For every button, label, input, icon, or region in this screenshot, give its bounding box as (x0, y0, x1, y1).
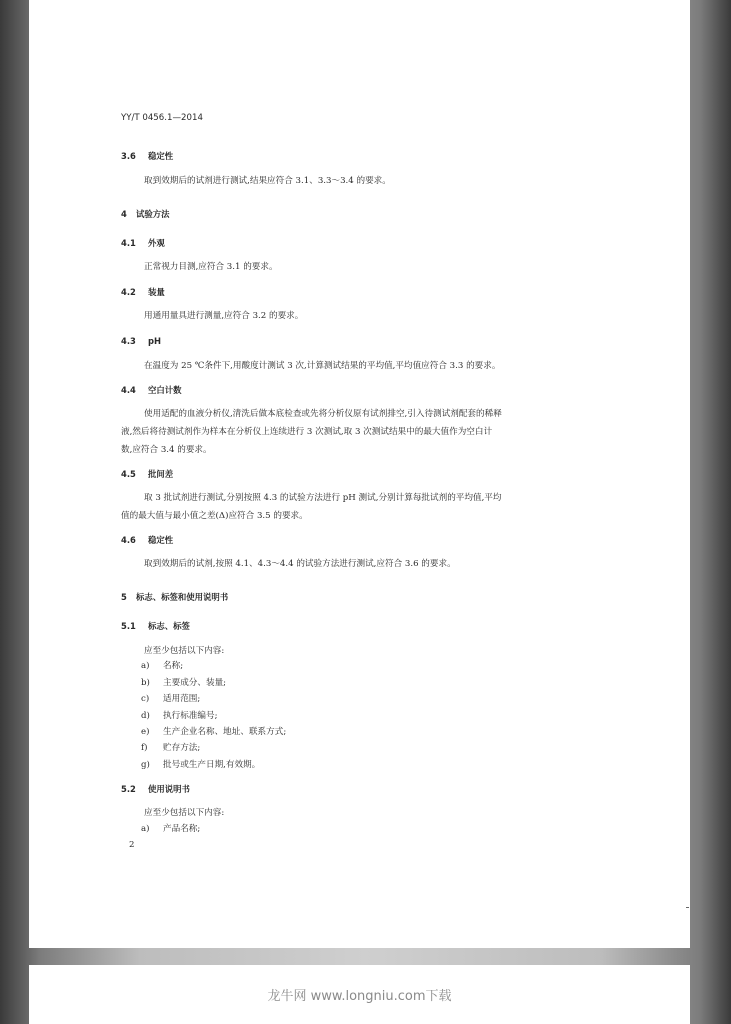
list-item: 主要成分、装量; (163, 678, 227, 688)
section-5-title: 标志、标签和使用说明书 (136, 592, 229, 602)
section-4-number: 4 (121, 209, 127, 219)
list-item: 适用范围; (163, 694, 201, 704)
list-item-mark: e) (141, 727, 150, 737)
section-5-number: 5 (121, 592, 127, 602)
section-4-3-text: 在温度为 25 ℃条件下,用酸度计测试 3 次,计算测试结果的平均值,平均值应符合 3.3 的要求。 (144, 361, 501, 371)
section-5-2-intro: 应至少包括以下内容: (144, 808, 225, 818)
list-item-mark: d) (141, 711, 150, 721)
list-item-mark: a) (141, 824, 150, 834)
list-item: 名称; (163, 661, 184, 671)
section-4-2-title: 装量 (148, 287, 165, 297)
list-item: 贮存方法; (163, 743, 201, 753)
section-4-2-text: 用通用量具进行测量,应符合 3.2 的要求。 (144, 311, 304, 321)
section-3-6-title: 稳定性 (148, 151, 174, 161)
section-5-1-intro: 应至少包括以下内容: (144, 646, 225, 656)
download-footer (29, 965, 690, 1024)
list-item-mark: b) (141, 678, 150, 688)
section-4-4-line-2: 液,然后将待测试剂作为样本在分析仪上连续进行 3 次测试,取 3 次测试结果中的最大值作为空白计 (121, 427, 493, 437)
page-number: 2 (129, 840, 135, 850)
section-4-1-number: 4.1 (121, 238, 136, 248)
section-4-5-line-1: 取 3 批试剂进行测试,分别按照 4.3 的试验方法进行 pH 测试,分别计算每批试剂的平均值,平均 (144, 493, 502, 503)
section-4-5-line-2: 值的最大值与最小值之差(Δ)应符合 3.5 的要求。 (121, 511, 308, 521)
list-item-mark: c) (141, 694, 150, 704)
list-item: 执行标准编号; (163, 711, 218, 721)
list-item-mark: g) (141, 760, 150, 770)
section-4-3-title: pH (148, 336, 162, 346)
section-5-1-title: 标志、标签 (148, 621, 190, 631)
section-4-4-number: 4.4 (121, 385, 136, 395)
section-4-4-title: 空白计数 (148, 385, 182, 395)
section-4-5-number: 4.5 (121, 469, 136, 479)
section-3-6-text: 取到效期后的试剂进行测试,结果应符合 3.1、3.3～3.4 的要求。 (144, 176, 391, 186)
list-item-mark: f) (141, 743, 148, 753)
section-5-2-number: 5.2 (121, 784, 136, 794)
section-4-title: 试验方法 (136, 209, 170, 219)
section-4-1-text: 正常视力目测,应符合 3.1 的要求。 (144, 262, 278, 272)
section-4-2-number: 4.2 (121, 287, 136, 297)
list-item: 产品名称; (163, 824, 201, 834)
list-item: 批号或生产日期,有效期。 (163, 760, 261, 770)
section-4-3-number: 4.3 (121, 336, 136, 346)
footer-watermark-text: 龙牛网 www.longniu.com下载 (267, 989, 452, 1004)
section-4-1-title: 外观 (148, 238, 165, 248)
section-5-1-number: 5.1 (121, 621, 136, 631)
section-4-4-line-3: 数,应符合 3.4 的要求。 (121, 445, 212, 455)
section-4-6-text: 取到效期后的试剂,按照 4.1、4.3～4.4 的试验方法进行测试,应符合 3.6 的要求。 (144, 559, 456, 569)
section-3-6-number: 3.6 (121, 151, 136, 161)
standard-code: YY/T 0456.1—2014 (121, 113, 203, 123)
section-4-6-number: 4.6 (121, 535, 136, 545)
document-page (29, 0, 690, 948)
section-4-6-title: 稳定性 (148, 535, 174, 545)
section-5-2-title: 使用说明书 (148, 784, 190, 794)
section-4-4-line-1: 使用适配的血液分析仪,清洗后做本底检查或先将分析仪原有试剂排空,引入待测试剂配套的稀释 (144, 409, 502, 419)
list-item-mark: a) (141, 661, 150, 671)
section-4-5-title: 批间差 (148, 469, 174, 479)
list-item: 生产企业名称、地址、联系方式; (163, 727, 287, 737)
page-mark (686, 907, 689, 908)
